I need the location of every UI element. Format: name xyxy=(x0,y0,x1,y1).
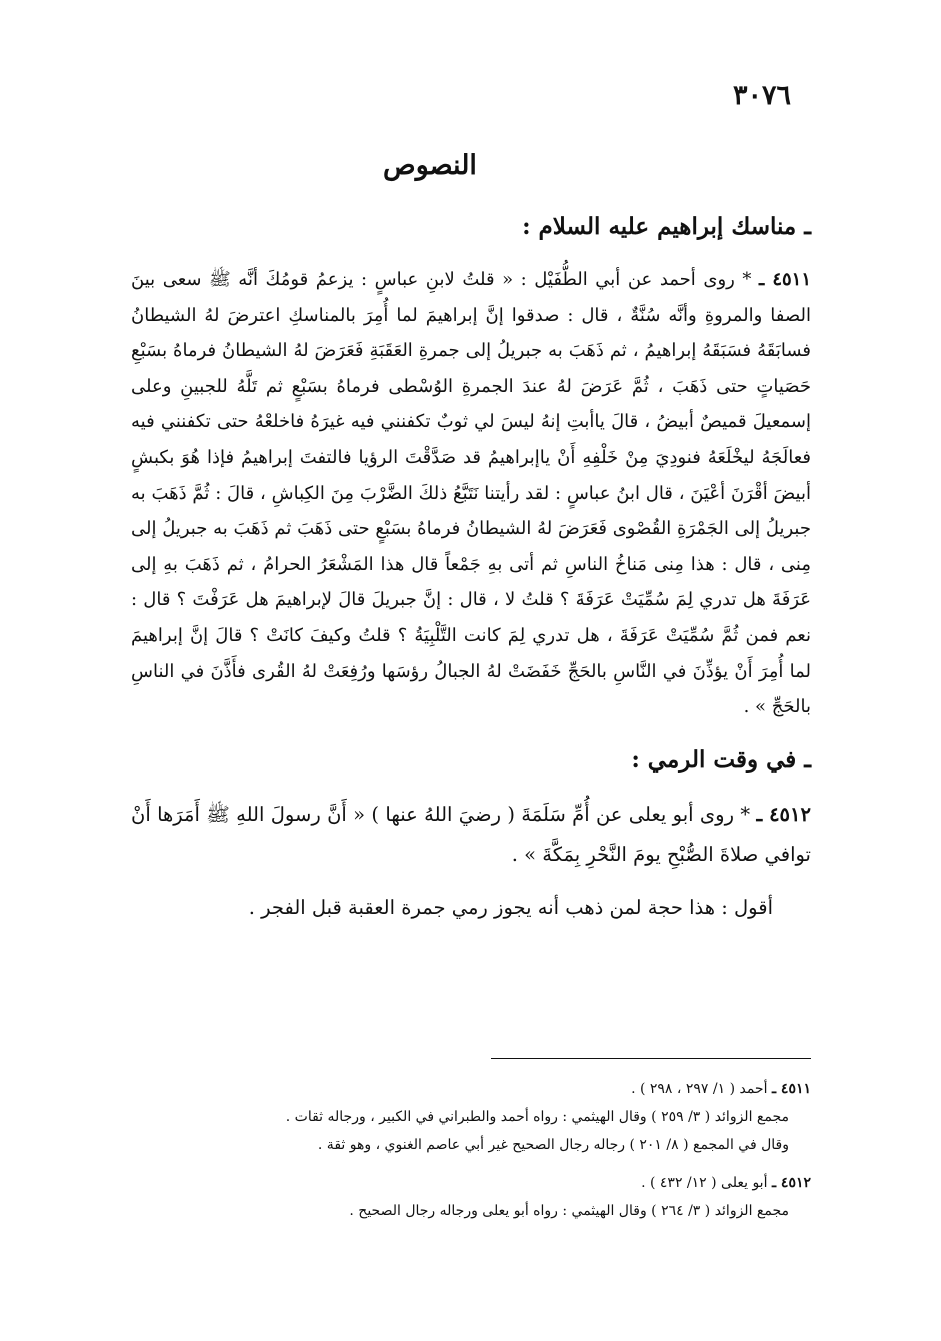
footnote-text: أحمد ( ١/ ٢٩٧ ، ٢٩٨ ) . xyxy=(631,1081,768,1097)
footnote-number: ٤٥١٢ ـ xyxy=(771,1175,811,1191)
footnote-text: وقال في المجمع ( ٨/ ٢٠١ ) رجاله رجال الصحيح غير أبي عاصم الغنوي ، وهو ثقة . xyxy=(317,1137,789,1153)
section-heading-stoning-time: ـ في وقت الرمي : xyxy=(631,745,811,773)
footnote-number: ٤٥١١ ـ xyxy=(771,1081,811,1097)
hadith-4512 xyxy=(131,795,811,875)
section-heading-abraham-rites: ـ مناسك إبراهيم عليه السلام : xyxy=(522,213,811,240)
footnote-item xyxy=(131,1131,811,1159)
footnotes xyxy=(131,1058,811,1225)
page-number: ٣٠٧٦ xyxy=(732,80,791,111)
footnote-item xyxy=(131,1103,811,1131)
section-title: النصوص xyxy=(383,150,477,181)
footnote-item xyxy=(131,1197,811,1225)
footnote-item xyxy=(131,1169,811,1197)
main-text xyxy=(131,208,811,927)
hadith-text: * روى أحمد عن أبي الطُّفَيْل : « قلتُ لابنِ عباسٍ : يزعمُ قومُكَ أنَّه ﷺ سعى بينَ الصفا والمروةِ وأنَّه سُنَّةٌ ، قال : صدقوا إنَّ إبراهيمَ لما أُمِرَ بالمناسكِ اعترضَ لهُ الشيطانُ فسابَقَهُ فسَبَقَهُ إبراهيمُ ، ثم ذَهَبَ به جبريلُ إلى جمرةِ العَقَبَةِ فَعَرَضَ لهُ الشيطانُ فرماهُ بسَبْعِ حَصَياتٍ حتى ذَهَبَ ، ثُمَّ عَرَضَ لهُ عندَ الجمرةِ الوُسْطى فرماهُ بسَبْعٍ ثم تَلَّهُ للجبينِ وعلى إسمعيلَ قميصٌ أبيضُ ، قالَ ياأبتِ إنهُ ليسَ لي ثوبٌ تكفنني فيه غيرَهُ فاخلعْهُ حتى تكفنني فيه فعالَجَهُ ليخْلَعَهُ فنودِيَ مِنْ خَلْفِهِ أَنْ ياإبراهيمُ قد صَدَّقْتَ الرؤيا فالتفتَ إبراهيمُ فإذا هُوَ بكبشٍ أبيضَ أقْرَنَ أعْيَنَ ، قال ابنُ عباسٍ : لقد رأيتنا نَتَبَّعُ ذلكَ الضَّرْبَ مِنَ الكِباشِ ، قالَ : ثُمَّ ذَهَبَ به جبريلُ إلى الجَمْرَةِ القُصْوى فَعَرَضَ لهُ الشيطانُ فرماهُ بسَبْعٍ حتى ذَهَبَ ثم ذَهَبَ به جبريلُ إلى مِنى ، قال : هذا مِنى مَناخُ الناسِ ثم أتى بهِ جَمْعاً قال هذا المَشْعَرُ الحرامُ ، ثم ذَهَبَ بهِ إلى عَرَفَةَ هل تدري لِمَ سُمِّيَتْ عَرَفَةَ ؟ قلتُ لا ، قال : إنَّ جبريلَ قالَ لإبراهيمَ هل عَرَفْتَ ؟ قال : نعم فمن ثُمَّ سُمِّيَتْ عَرَفَةَ ، هل تدري لِمَ كانت التَّلْبِيَةُ ؟ قلتُ وكيفَ كانَتْ ؟ قالَ إنَّ إبراهيمَ لما أُمِرَ أَنْ يؤذِّنَ في النَّاسِ بالحَجِّ خَفَضَتْ لهُ الجبالُ رؤسَها ورُفِعَتْ لهُ القُرى فأَذَّنَ في الناسِ بالحَجِّ » . xyxy=(131,269,812,718)
author-comment: أقول : هذا حجة لمن ذهب أنه يجوز رمي جمرة العقبة قبل الفجر . xyxy=(248,895,773,919)
hadith-4511 xyxy=(131,262,811,725)
footnote-divider xyxy=(491,1058,811,1059)
hadith-number: ٤٥١١ ـ xyxy=(758,269,811,290)
footnote-item xyxy=(131,1075,811,1103)
hadith-text: * روى أبو يعلى عن أُمِّ سَلَمَةَ ( رضيَ اللهُ عنها ) « أَنَّ رسولَ اللهِ ﷺ أَمَرَها أَنْ توافي صلاةَ الصُّبْحِ يومَ النَّحْرِ بِمَكَّةَ » . xyxy=(131,802,811,866)
footnote-text: أبو يعلى ( ١٢/ ٤٣٢ ) . xyxy=(641,1175,768,1191)
footnote-text: مجمع الزوائد ( ٣/ ٢٥٩ ) وقال الهيثمي : رواه أحمد والطبراني في الكبير ، ورجاله ثقات . xyxy=(285,1109,789,1125)
hadith-number: ٤٥١٢ ـ xyxy=(756,802,811,826)
footnote-text: مجمع الزوائد ( ٣/ ٢٦٤ ) وقال الهيثمي : رواه أبو يعلى ورجاله رجال الصحيح . xyxy=(349,1203,789,1219)
